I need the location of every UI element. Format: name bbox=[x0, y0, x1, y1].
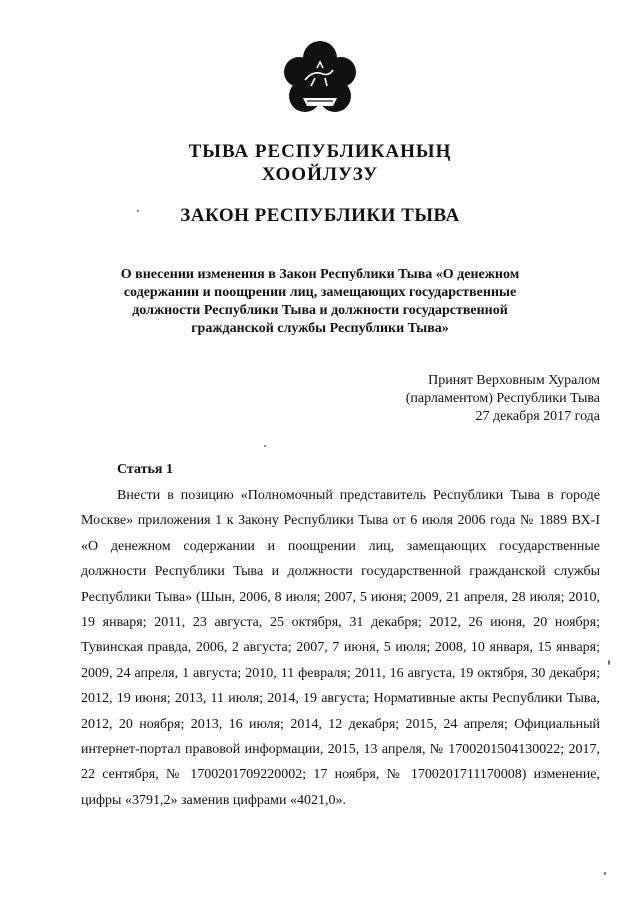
scan-speck bbox=[604, 872, 606, 875]
tuva-coat-of-arms-icon bbox=[283, 40, 357, 118]
scan-speck bbox=[264, 445, 266, 447]
article-heading: Статья 1 bbox=[117, 462, 173, 477]
adoption-note bbox=[340, 372, 600, 426]
scan-speck bbox=[137, 210, 139, 212]
title-tuvan-line2: ХООЙЛУЗУ bbox=[261, 164, 379, 185]
adoption-line2: (парламентом) Республики Тыва bbox=[405, 391, 600, 406]
adoption-date: 27 декабря 2017 года bbox=[475, 409, 600, 424]
title-russian: ЗАКОН РЕСПУБЛИКИ ТЫВА bbox=[180, 205, 460, 226]
article-body: Внести в позицию «Полномочный представитель Республики Тыва в городе Москве» приложения 1 к Закону Республики Тыва от 6 июля 2006 года № 1889 ВХ-I «О денежном содержании и поощрении лиц, замещающих государственные должности Республики Тыва и должности государственной гражданской службы Республики Тыва» (Шын, 2006, 8 июля; 2007, 5 июня; 2009, 21 апреля, 28 июля; 2010, 19 января; 2011, 23 августа, 25 октября, 31 декабря; 2012, 26 июня, 20 ноября; Тувинская правда, 2006, 2 августа; 2007, 7 июня, 5 июля; 2008, 10 января, 15 января; 2009, 24 апреля, 1 августа; 2010, 11 февраля; 2011, 16 августа, 19 октября, 30 декабря; 2012, 19 июня; 2013, 11 июля; 2014, 19 августа; Нормативные акты Республики Тыва, 2012, 20 ноября; 2013, 16 июля; 2014, 12 декабря; 2015, 24 апреля; Официальный интернет-портал правовой информации, 2015, 13 апреля, № 1700201504130022; 2017, 22 сентября, № 1700201709220002; 17 ноября, № 1700201711170008) изменение, цифры «3791,2» заменив цифрами «4021,0». bbox=[81, 488, 600, 808]
law-subject: О внесении изменения в Закон Республики Тыва «О денежном содержании и поощрении лиц, замещающих государственные должности Республики Тыва и должности государственной гражданской службы Республики Тыва» bbox=[120, 267, 520, 336]
adoption-line1: Принят Верховным Хуралом bbox=[428, 373, 600, 388]
title-tuvan-line1: ТЫВА РЕСПУБЛИКАНЫҢ bbox=[188, 141, 452, 162]
scan-speck bbox=[608, 660, 610, 665]
